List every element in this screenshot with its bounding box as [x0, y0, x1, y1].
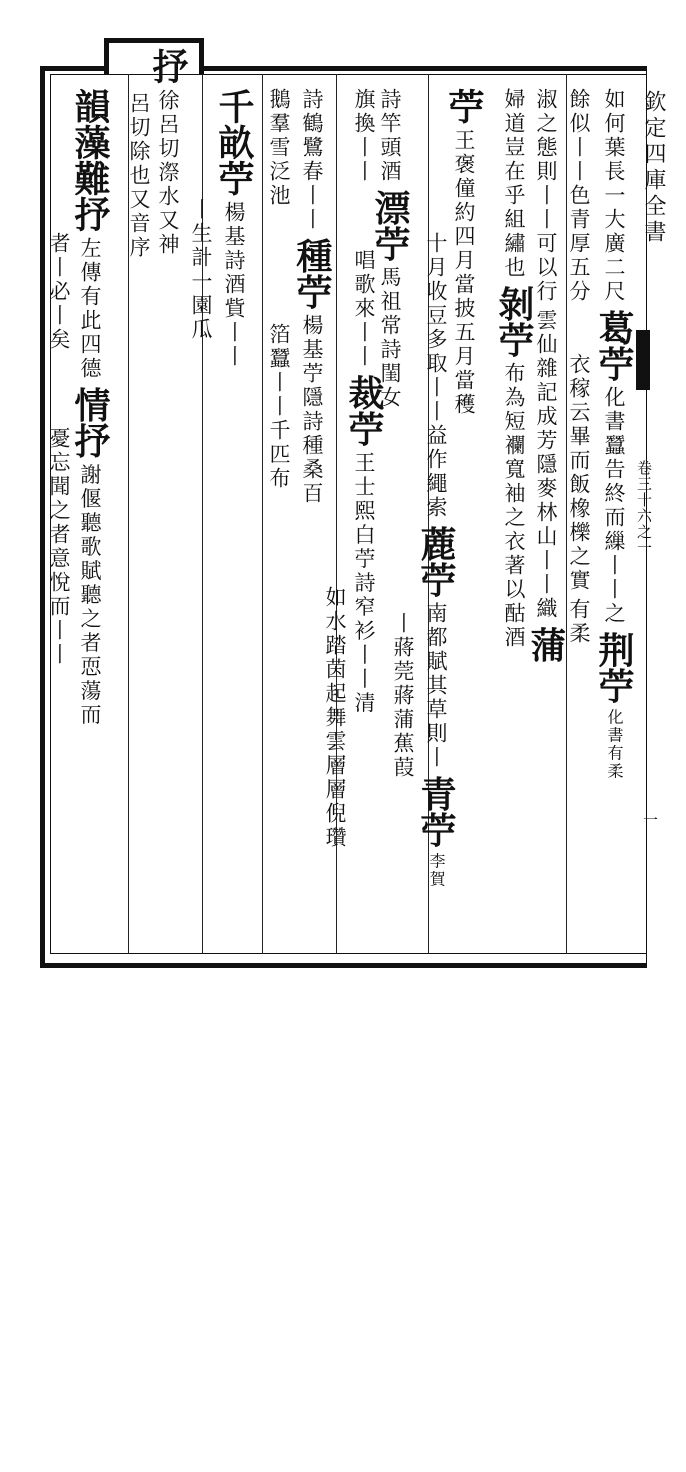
column-text: 詩竿頭酒	[378, 88, 402, 184]
entry-heading: 種苧	[291, 237, 333, 310]
column-rule	[262, 74, 263, 954]
column-text: 李賀	[427, 852, 446, 889]
column-text: 布為短襴寬袖之衣著以酤酒	[502, 362, 526, 651]
column-text: 楊基詩酒貲丨丨	[222, 201, 246, 370]
column-text: 丨生計一園瓜	[189, 198, 213, 342]
entry-heading: 蔍苧	[415, 525, 457, 598]
column-text: 左傳有此四德	[78, 237, 102, 382]
column-text: 徐呂切漈水又神	[156, 89, 180, 258]
text-column	[128, 92, 149, 952]
column-text: 淑之態則丨丨可以行	[534, 88, 558, 304]
entry-heading: 葛苧	[593, 309, 635, 382]
column-text: 丨蔣莞蔣蒲蕉葭	[391, 612, 415, 780]
column-text: 者丨必丨矣	[47, 232, 71, 352]
text-column	[343, 88, 385, 948]
column-text: 如水踏茵起舞雲層層倪瓚	[323, 586, 347, 850]
column-text: 謝偃聽歌賦聽之者恧蕩而	[78, 463, 102, 728]
column-text: 南都賦其草則丨	[424, 602, 448, 771]
column-text: 如何葉長一大廣二尺	[602, 88, 626, 304]
text-column	[291, 88, 333, 948]
text-column	[593, 88, 635, 948]
column-text: 詩鶴鷺春丨丨	[300, 88, 324, 232]
entry-heading: 韻藻難抒	[69, 88, 111, 232]
entry-heading: 剝苧	[493, 285, 535, 358]
entry-heading: 青苧	[415, 775, 457, 848]
text-column	[268, 88, 289, 948]
column-text: 十月收豆多取丨丨益作繩索	[424, 232, 448, 520]
entry-heading: 蒲	[525, 626, 567, 663]
column-text: 餘似丨丨色青厚五分	[567, 88, 591, 304]
column-text: 馬祖常詩閨女	[378, 266, 402, 411]
entry-heading: 情抒	[69, 386, 111, 459]
column-text: 化書蠶告終而繅丨丨之	[602, 386, 626, 627]
text-column	[48, 232, 69, 1092]
text-column	[147, 48, 189, 908]
entry-heading: 漂苧	[369, 189, 411, 262]
entry-heading: 千畝苧	[213, 88, 255, 196]
entry-heading: 抒	[147, 48, 189, 84]
column-text: 王褒僮約四月當披五月當穫	[452, 129, 476, 418]
fishtail-mark	[636, 330, 650, 390]
text-column	[525, 88, 567, 948]
column-text: 婦道豈在乎組繡也	[502, 88, 526, 280]
column-text: 雲仙雜記成芳隱麥林山丨丨織	[534, 309, 558, 622]
entry-heading: 荆苧	[593, 631, 635, 704]
text-column	[213, 88, 255, 948]
column-text: 呂切除也又音序	[127, 92, 151, 260]
book-title: 欽定四庫全書	[641, 90, 666, 246]
volume-label: 卷三十六之一	[635, 460, 653, 556]
text-column	[493, 88, 535, 948]
entry-heading: 裁苧	[343, 374, 385, 447]
column-text: 唱歌來丨丨	[352, 249, 376, 370]
column-text: 衣稼云畢而飯橡櫟之實	[567, 353, 591, 594]
column-text: 楊基苧隱詩種桑百	[300, 314, 324, 507]
text-column	[190, 198, 211, 1058]
column-text: 憂忘聞之者意悅而丨丨	[47, 427, 71, 668]
column-text: 箔蠶丨丨千匹布	[267, 323, 291, 492]
column-text: 化書有柔	[605, 708, 624, 781]
column-text: 有柔	[567, 598, 591, 647]
text-column	[69, 88, 111, 948]
column-text: 鵝羣雪泛池	[267, 88, 291, 208]
text-column	[415, 232, 457, 1092]
entry-heading: 苧	[443, 88, 485, 124]
column-text: 王士熙白苧詩窄衫丨丨清	[352, 451, 376, 716]
column-text: 旗換丨丨	[352, 88, 376, 184]
page-number: 一	[641, 812, 659, 827]
text-column	[568, 88, 589, 948]
